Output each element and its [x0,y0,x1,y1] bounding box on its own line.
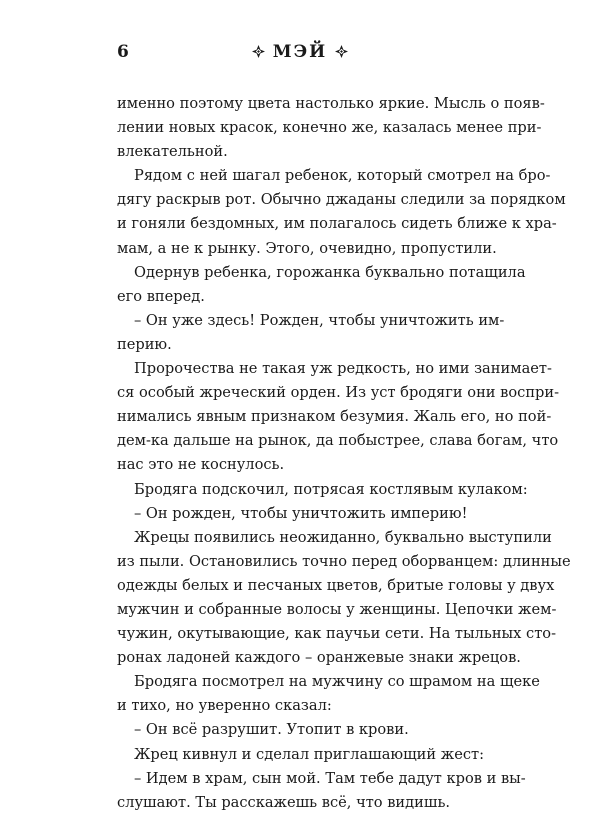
running-head [0,42,600,62]
text-line: нас это не коснулось. [117,456,285,474]
text-line: именно поэтому цвета настолько яркие. Мысль о появ- [117,95,545,112]
diamond-ornament-icon [252,45,265,58]
text-line: – Идем в храм, сын мой. Там тебе дадут кров и вы- [134,769,526,787]
running-head-title: МЭЙ [272,42,328,62]
text-line: влекательной. [117,143,228,161]
text-line: одежды белых и песчаных цветов, бритые головы у двух [117,576,555,594]
text-line: – Он рожден, чтобы уничтожить империю! [134,504,468,522]
text-line: дягу раскрыв рот. Обычно джаданы следили за порядком [117,191,566,209]
body-text [117,92,571,815]
text-line: и гоняли бездомных, им полагалось сидеть ближе к хра- [117,215,557,233]
text-line: мам, а не к рынку. Этого, очевидно, пропустили. [117,239,497,257]
text-line: перию. [117,335,172,353]
text-line: Бродяга посмотрел на мужчину со шрамом на щеке [134,673,540,691]
text-line: ся особый жреческий орден. Из уст бродяги они воспри- [117,384,560,402]
text-line: слушают. Ты расскажешь всё, что видишь. [117,793,451,811]
text-line: дем-ка дальше на рынок, да побыстрее, слава богам, что [117,432,559,450]
text-line: Рядом с ней шагал ребенок, который смотрел на бро- [134,167,551,185]
text-line: Бродяга подскочил, потрясая костлявым кулаком: [134,480,528,498]
text-line: чужин, окутывающие, как паучьи сети. На тыльных сто- [117,625,556,643]
text-line: из пыли. Остановились точно перед оборванцем: длинные [117,552,571,570]
text-line: его вперед. [117,287,205,305]
text-line: Пророчества не такая уж редкость, но ими занимает- [134,360,552,378]
text-line: ронах ладоней каждого – оранжевые знаки жрецов. [117,649,521,667]
text-line: – Он всё разрушит. Утопит в крови. [134,721,409,739]
page-header [0,40,600,70]
text-line: мужчин и собранные волосы у женщины. Цепочки жем- [117,600,557,618]
diamond-ornament-icon [335,45,348,58]
text-line: Жрец кивнул и сделал приглашающий жест: [134,745,485,763]
text-line: лении новых красок, конечно же, казалась менее при- [117,119,542,137]
text-line: – Он уже здесь! Рожден, чтобы уничтожить им- [134,311,505,329]
page-number: 6 [117,42,129,62]
text-line: и тихо, но уверенно сказал: [117,697,332,715]
text-line: Жрецы появились неожиданно, буквально выступили [134,528,552,546]
text-line: Одернув ребенка, горожанка буквально потащила [134,263,526,281]
text-line: нимались явным признаком безумия. Жаль его, но пой- [117,408,552,426]
